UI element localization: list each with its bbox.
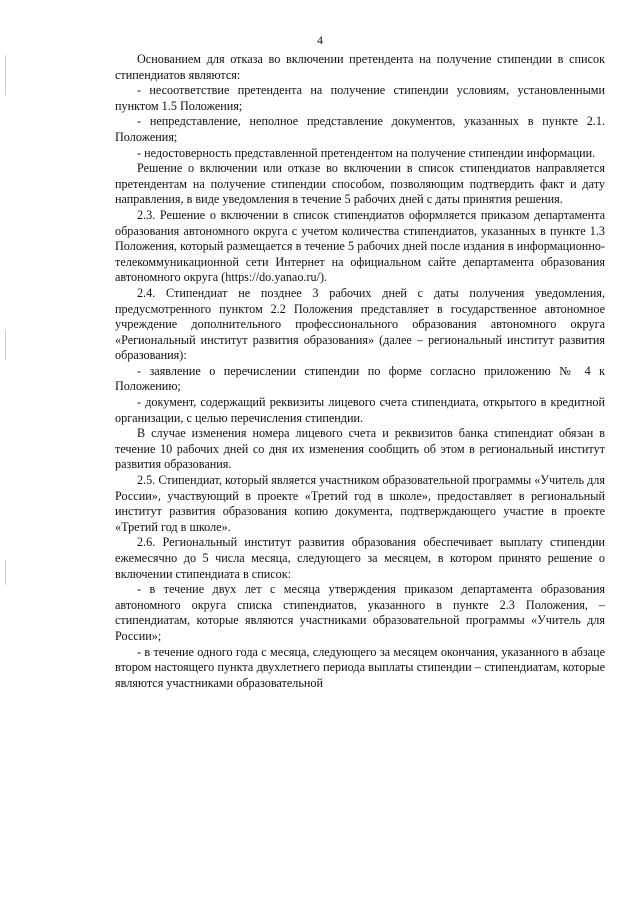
- paragraph: - несоответствие претендента на получение стипендии условиям, установленными пунктом 1.5 Положения;: [115, 83, 605, 113]
- paragraph: 2.5. Стипендиат, который является участником образовательной программы «Учитель для России», участвующий в проекте «Третий год в школе», предоставляет в региональный институт развития образования копию документа, подтверждающего участие в проекте «Третий год в школе».: [115, 473, 605, 534]
- document-body: [115, 52, 605, 691]
- scan-edge-mark: [5, 330, 6, 360]
- paragraph: 2.3. Решение о включении в список стипендиатов оформляется приказом департамента образования автономного округа с учетом количества стипендиатов, указанных в пункте 1.3 Положения, который размещается в течение 5 рабочих дней после издания в информационно-телекоммуникационной сети Интернет на официальном сайте департамента образования автономного округа (https://do.yanao.ru/).: [115, 207, 605, 285]
- paragraph: 2.4. Стипендиат не позднее 3 рабочих дней с даты получения уведомления, предусмотренного пунктом 2.2 Положения представляет в государственное автономное учреждение дополнительного профессионального образования автономного округа «Региональный институт развития образования» (далее – региональный институт развития образования):: [115, 285, 605, 363]
- paragraph: Решение о включении или отказе во включении в список стипендиатов направляется претендентам на получение стипендии способом, позволяющим подтвердить факт и дату направления, в виде уведомления в течение 5 рабочих дней с даты принятия решения.: [115, 161, 605, 207]
- paragraph: - недостоверность представленной претендентом на получение стипендии информации.: [137, 145, 596, 160]
- paragraph: Основанием для отказа во включении претендента на получение стипендии в список стипендиатов являются:: [115, 52, 605, 82]
- paragraph: - в течение двух лет с месяца утверждения приказом департамента образования автономного округа списка стипендиатов, указанного в пункте 2.3 Положения, – стипендиатам, которые являются участниками образовательной программы «Учитель для России»;: [115, 582, 605, 643]
- paragraph: - заявление о перечислении стипендии по форме согласно приложению № 4 к Положению;: [115, 363, 605, 394]
- scan-edge-mark: [5, 55, 6, 95]
- paragraph: В случае изменения номера лицевого счета и реквизитов банка стипендиат обязан в течение 10 рабочих дней со дня их изменения сообщить об этом в региональный институт развития образования.: [115, 426, 605, 472]
- page-number: 4: [317, 33, 323, 47]
- scan-edge-mark: [5, 560, 6, 585]
- paragraph: 2.6. Региональный институт развития образования обеспечивает выплату стипендии ежемесячно до 5 числа месяца, следующего за месяцем, в котором принято решение о включении стипендиата в список:: [115, 535, 605, 581]
- paragraph: - в течение одного года с месяца, следующего за месяцем окончания, указанного в абзаце втором настоящего пункта двухлетнего периода выплаты стипендии – стипендиатам, которые являются участниками образовательной: [115, 644, 605, 690]
- paragraph: - документ, содержащий реквизиты лицевого счета стипендиата, открытого в кредитной организации, с целью перечисления стипендии.: [115, 395, 605, 425]
- paragraph: - непредставление, неполное представление документов, указанных в пункте 2.1. Положения;: [115, 114, 605, 144]
